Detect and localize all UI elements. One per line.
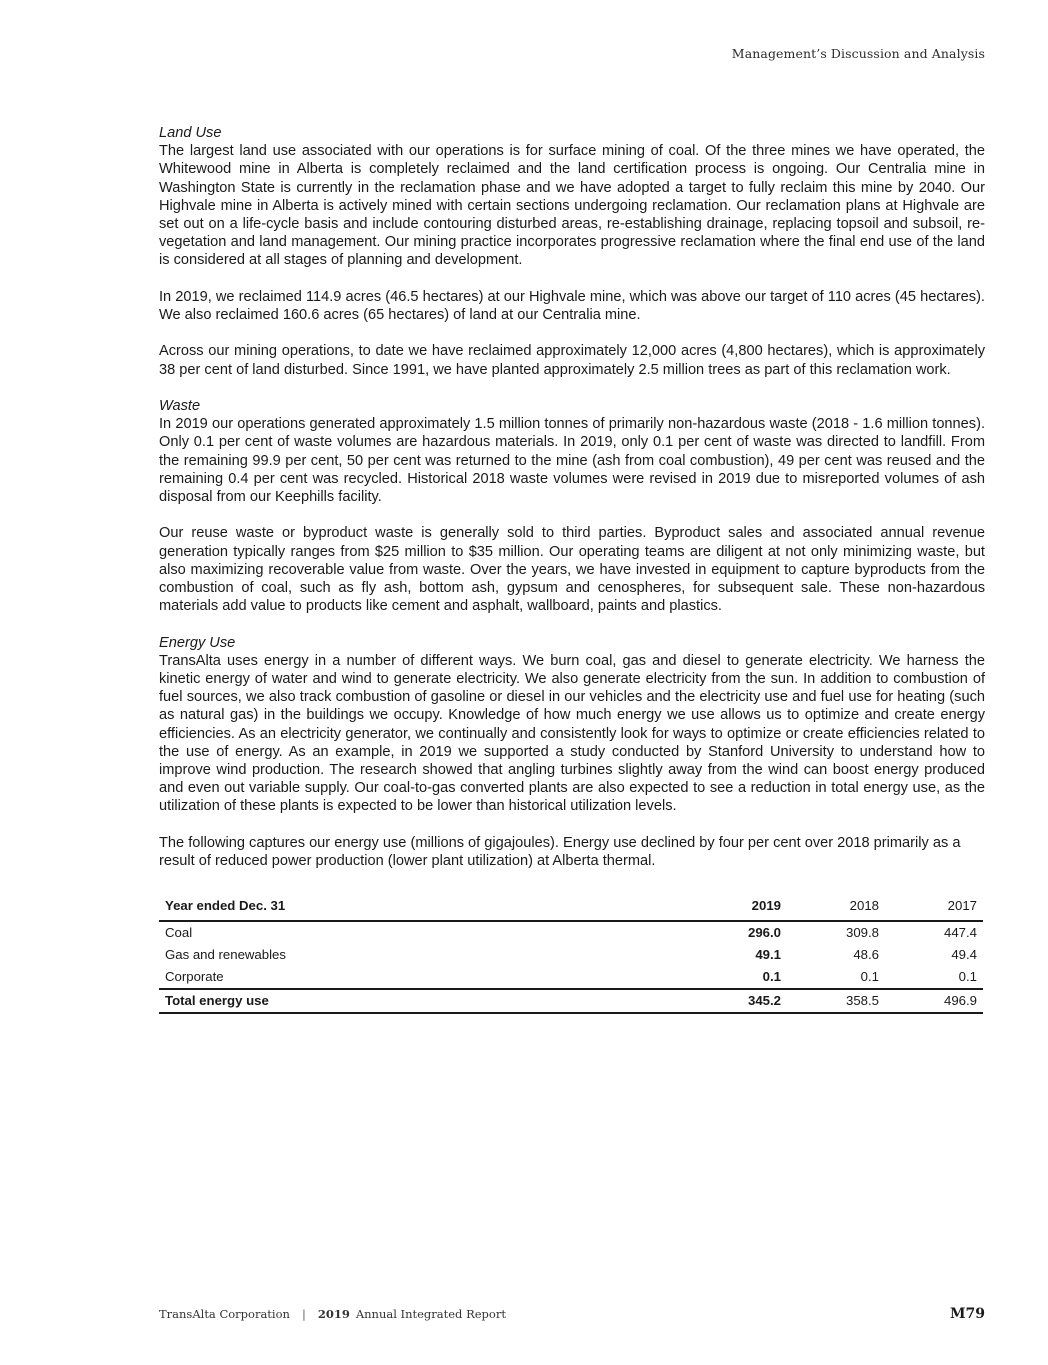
- cell-value: 0.1: [885, 966, 983, 989]
- row-label-total: Total energy use: [159, 989, 655, 1013]
- row-label-coal: Coal: [165, 925, 193, 941]
- page-header-title: Management’s Discussion and Analysis: [731, 46, 985, 61]
- cell-value: 496.9: [885, 989, 983, 1013]
- energy-use-table: [159, 892, 983, 1014]
- table-row: [159, 921, 983, 944]
- cell-value: 296.0: [747, 925, 781, 941]
- row-label-gas-renewables: Gas and renewables: [165, 947, 286, 963]
- cell-value: 358.5: [787, 989, 885, 1013]
- cell-value: 447.4: [943, 925, 977, 941]
- cell-value: 345.2: [655, 989, 787, 1013]
- table-row: [159, 966, 983, 989]
- table-header-row: [159, 892, 983, 921]
- footer-company: TransAlta Corporation: [159, 1307, 290, 1321]
- page-number: M79: [950, 1306, 985, 1322]
- page-footer: [159, 1306, 985, 1322]
- column-header-2017: 2017: [885, 892, 983, 921]
- energy-use-paragraph-1: TransAlta uses energy in a number of different ways. We burn coal, gas and diesel to generate electricity. We harness the kinetic energy of water and wind to generate electricity. We also generate electricity from the sun. In addition to combustion of fuel sources, we also track combustion of gasoline or diesel in our vehicles and the electricity use and fuel use for heating (such as natural gas) in the buildings we occupy. Knowledge of how much energy we use allows us to optimize and create energy efficiencies. As an electricity generator, we continually and consistently look for ways to optimize or create efficiencies related to the use of energy. As an example, in 2019 we supported a study conducted by Stanford University to understand how to improve wind production. The research showed that angling turbines slightly away from the wind can boost energy produced and even out variable supply. Our coal-to-gas converted plants are also expected to see a reduction in total energy use, as the utilization of these plants is expected to be lower than historical utilization levels.: [159, 652, 985, 815]
- table-row: [159, 944, 983, 966]
- cell-value: 49.1: [755, 947, 781, 963]
- table-total-row: [159, 989, 983, 1013]
- waste-paragraph-2: Our reuse waste or byproduct waste is generally sold to third parties. Byproduct sales and associated annual revenue generation typically ranges from $25 million to $35 million. Our operating teams are diligent at not only minimizing waste, but also maximizing recoverable value from waste. Over the years, we have invested in equipment to capture byproducts from the combustion of coal, such as fly ash, bottom ash, gypsum and cenospheres, for subsequent sale. These non-hazardous materials add value to products like cement and asphalt, wallboard, paints and plastics.: [159, 525, 985, 615]
- footer-year: 2019: [317, 1307, 350, 1321]
- energy-use-heading: Energy Use: [159, 634, 236, 651]
- cell-value: 0.1: [655, 966, 787, 989]
- row-label-corporate: Corporate: [159, 966, 655, 989]
- land-use-heading: Land Use: [159, 125, 222, 141]
- land-use-paragraph-2: In 2019, we reclaimed 114.9 acres (46.5 hectares) at our Highvale mine, which was above our target of 110 acres (45 hectares). We also reclaimed 160.6 acres (65 hectares) of land at our Centralia mine.: [159, 288, 985, 324]
- footer-separator: |: [301, 1307, 306, 1321]
- land-use-paragraph-1: The largest land use associated with our operations is for surface mining of coal. Of the three mines we have operated, the Whitewood mine in Alberta is completely reclaimed and the land certification process is ongoing. Our Centralia mine in Washington State is currently in the reclamation phase and we have adopted a target to fully reclaim this mine by 2040. Our Highvale mine in Alberta is actively mined with certain sections undergoing reclamation. Our reclamation plans at Highvale are set out on a life-cycle basis and include contouring disturbed areas, re-establishing drainage, replacing topsoil and subsoil, re-vegetation and land management. Our mining practice incorporates progressive reclamation where the final end use of the land is considered at all stages of planning and development.: [159, 143, 985, 269]
- cell-value: 48.6: [853, 947, 879, 963]
- column-header-2019: 2019: [655, 892, 787, 921]
- energy-use-paragraph-2: The following captures our energy use (millions of gigajoules). Energy use declined by four per cent over 2018 primarily as a result of reduced power production (lower plant utilization) at Alberta thermal.: [159, 834, 961, 870]
- waste-paragraph-1: In 2019 our operations generated approximately 1.5 million tonnes of primarily non-hazardous waste (2018 - 1.6 million tonnes). Only 0.1 per cent of waste volumes are hazardous materials. In 2019, only 0.1 per cent of waste was directed to landfill. From the remaining 99.9 per cent, 50 per cent was returned to the mine (ash from coal combustion), 49 per cent was reused and the remaining 0.4 per cent was recycled. Historical 2018 waste volumes were revised in 2019 due to misreported volumes of ash disposal from our Keephills facility.: [159, 416, 985, 506]
- cell-value: 309.8: [845, 925, 879, 941]
- footer-report-name: Annual Integrated Report: [355, 1307, 506, 1321]
- column-header-year-ended: Year ended Dec. 31: [159, 892, 655, 921]
- land-use-paragraph-3: Across our mining operations, to date we have reclaimed approximately 12,000 acres (4,800 hectares), which is approximately 38 per cent of land disturbed. Since 1991, we have planted approximately 2.5 million trees as part of this reclamation work.: [159, 343, 985, 378]
- cell-value: 49.4: [951, 947, 977, 963]
- cell-value: 0.1: [787, 966, 885, 989]
- waste-heading: Waste: [159, 398, 201, 414]
- column-header-2018: 2018: [787, 892, 885, 921]
- main-content: [159, 124, 985, 1014]
